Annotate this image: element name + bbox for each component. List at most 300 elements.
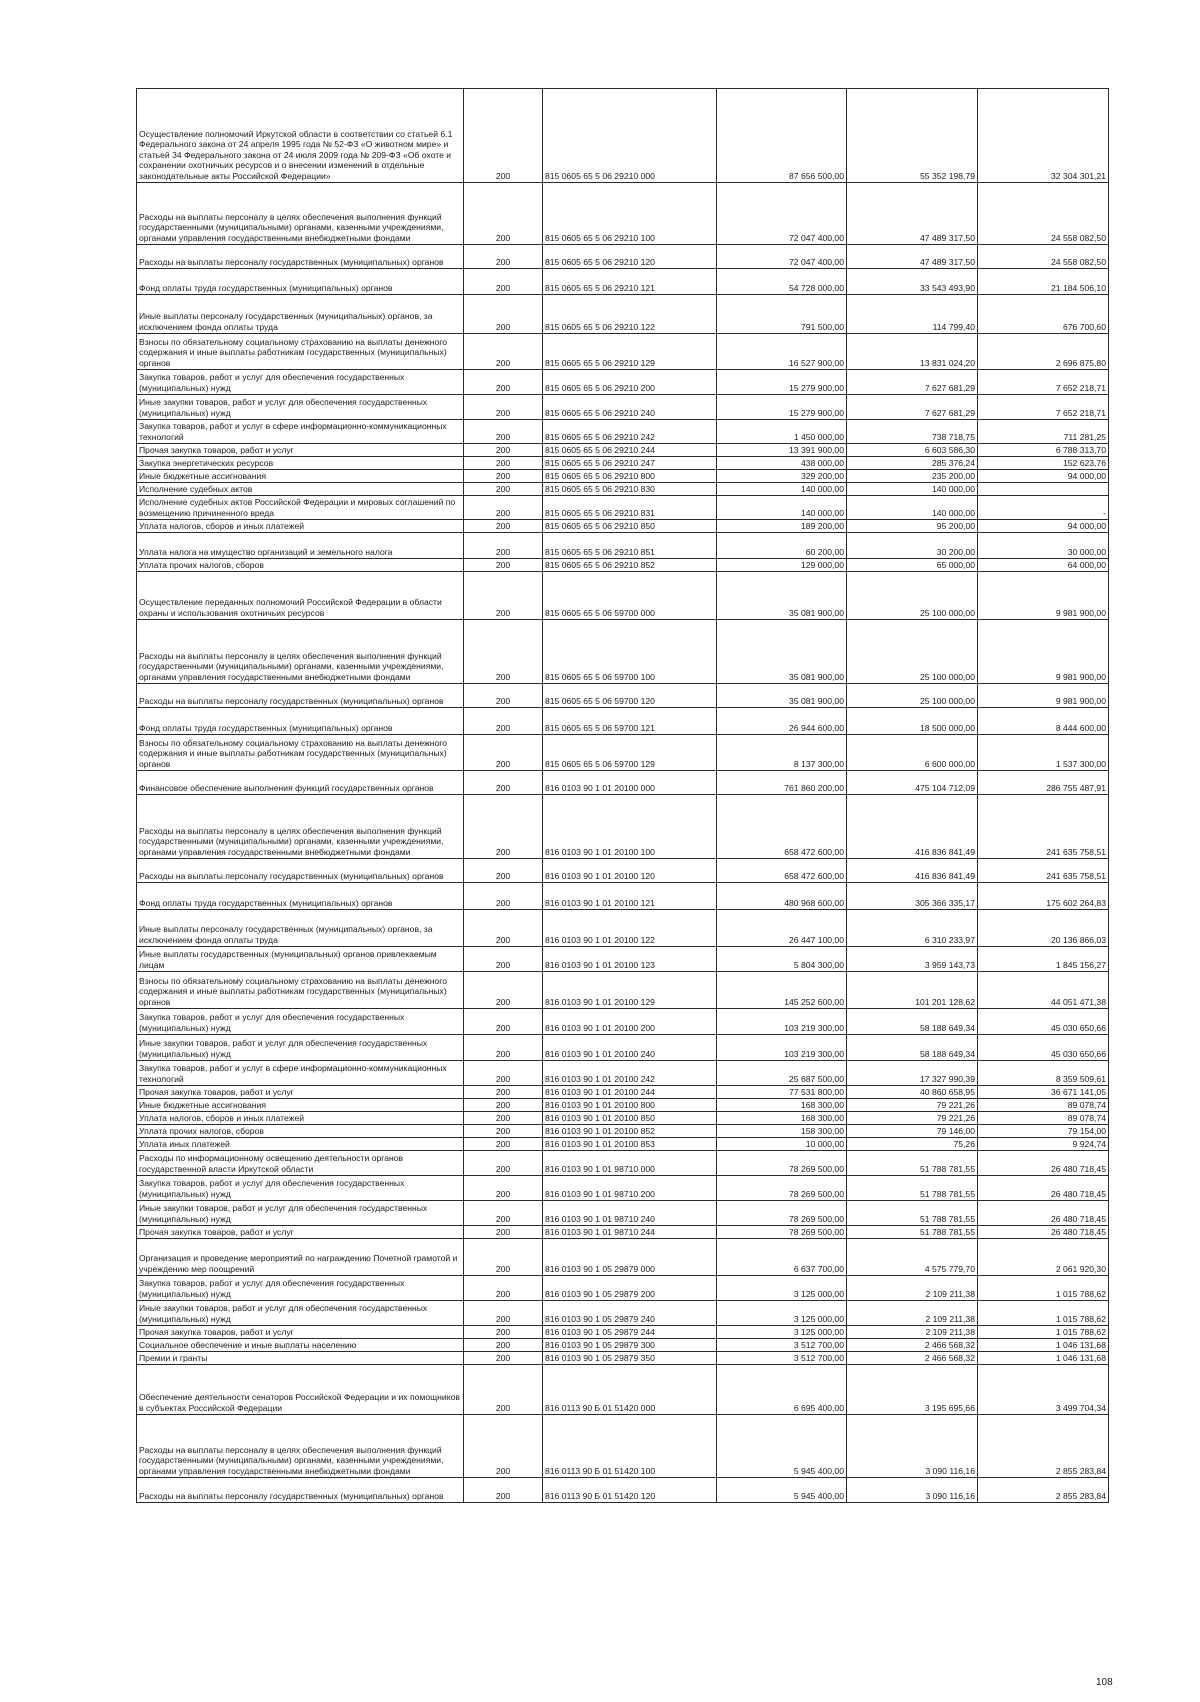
row-approved: 5 804 300,00 (717, 947, 847, 972)
row-unexecuted: 676 700,60 (978, 295, 1109, 334)
row-kbk: 816 0103 90 1 05 29879 240 (543, 1301, 717, 1326)
row-unexecuted: 711 281,25 (978, 420, 1109, 444)
row-approved: 3 125 000,00 (717, 1276, 847, 1301)
row-approved: 26 944 600,00 (717, 708, 847, 735)
row-executed: 7 627 681,29 (847, 395, 978, 420)
row-kbk: 815 0605 65 5 06 29210 850 (543, 520, 717, 533)
row-approved: 189 200,00 (717, 520, 847, 533)
row-executed: 18 500 000,00 (847, 708, 978, 735)
row-approved: 35 081 900,00 (717, 620, 847, 684)
row-code: 200 (464, 1112, 543, 1125)
row-code: 200 (464, 457, 543, 470)
row-code: 200 (464, 735, 543, 771)
row-approved: 72 047 400,00 (717, 183, 847, 245)
row-code: 200 (464, 334, 543, 370)
row-name: Расходы на выплаты персоналу государственных (муниципальных) органов (137, 859, 464, 883)
row-name: Закупка товаров, работ и услуг для обеспечения государственных (муниципальных) нужд (137, 1276, 464, 1301)
row-name: Иные закупки товаров, работ и услуг для обеспечения государственных (муниципальных) нужд (137, 395, 464, 420)
row-code: 200 (464, 1176, 543, 1201)
row-kbk: 815 0605 65 5 06 29210 200 (543, 370, 717, 395)
row-kbk: 816 0113 90 Б 01 51420 000 (543, 1365, 717, 1415)
row-name: Иные бюджетные ассигнования (137, 1099, 464, 1112)
row-name: Уплата налогов, сборов и иных платежей (137, 1112, 464, 1125)
table-row (137, 444, 1109, 457)
row-code: 200 (464, 972, 543, 1009)
row-approved: 145 252 600,00 (717, 972, 847, 1009)
row-name: Закупка товаров, работ и услуг для обеспечения государственных (муниципальных) нужд (137, 1009, 464, 1035)
row-approved: 791 500,00 (717, 295, 847, 334)
row-executed: 285 376,24 (847, 457, 978, 470)
row-name: Фонд оплаты труда государственных (муниципальных) органов (137, 883, 464, 910)
table-row (137, 972, 1109, 1009)
row-kbk: 816 0103 90 1 01 20100 850 (543, 1112, 717, 1125)
row-approved: 658 472 600,00 (717, 859, 847, 883)
row-approved: 658 472 600,00 (717, 795, 847, 859)
row-unexecuted: 44 051 471,38 (978, 972, 1109, 1009)
row-code: 200 (464, 620, 543, 684)
row-code: 200 (464, 269, 543, 295)
row-unexecuted: 32 304 301,21 (978, 89, 1109, 183)
row-kbk: 815 0605 65 5 06 59700 129 (543, 735, 717, 771)
row-kbk: 816 0103 90 1 05 29879 244 (543, 1326, 717, 1339)
row-kbk: 816 0103 90 1 05 29879 350 (543, 1352, 717, 1365)
row-code: 200 (464, 1151, 543, 1176)
row-approved: 78 269 500,00 (717, 1176, 847, 1201)
row-kbk: 815 0605 65 5 06 29210 240 (543, 395, 717, 420)
row-unexecuted: 8 444 600,00 (978, 708, 1109, 735)
row-unexecuted: 64 000,00 (978, 559, 1109, 572)
row-approved: 761 860 200,00 (717, 771, 847, 795)
row-executed: 13 831 024,20 (847, 334, 978, 370)
row-approved: 168 300,00 (717, 1099, 847, 1112)
row-unexecuted: 1 015 788,62 (978, 1301, 1109, 1326)
row-approved: 78 269 500,00 (717, 1151, 847, 1176)
row-kbk: 815 0605 65 5 06 59700 121 (543, 708, 717, 735)
row-approved: 87 656 500,00 (717, 89, 847, 183)
table-row (137, 457, 1109, 470)
table-row (137, 470, 1109, 483)
table-row (137, 1415, 1109, 1478)
row-code: 200 (464, 420, 543, 444)
row-code: 200 (464, 1326, 543, 1339)
row-unexecuted: 7 652 218,71 (978, 395, 1109, 420)
row-unexecuted: 1 015 788,62 (978, 1326, 1109, 1339)
row-name: Взносы по обязательному социальному страхованию на выплаты денежного содержания и иные выплаты работникам государственных (муниципальных) органов (137, 972, 464, 1009)
row-unexecuted: 241 635 758,51 (978, 795, 1109, 859)
row-unexecuted: 26 480 718,45 (978, 1226, 1109, 1239)
table-row (137, 735, 1109, 771)
row-kbk: 815 0605 65 5 06 29210 120 (543, 245, 717, 269)
row-code: 200 (464, 1478, 543, 1503)
row-name: Обеспечение деятельности сенаторов Российской Федерации и их помощников в субъектах Российской Федерации (137, 1365, 464, 1415)
table-row (137, 1478, 1109, 1503)
row-executed: 75,26 (847, 1138, 978, 1151)
row-approved: 438 000,00 (717, 457, 847, 470)
row-code: 200 (464, 910, 543, 947)
row-kbk: 816 0103 90 1 01 20100 200 (543, 1009, 717, 1035)
row-kbk: 816 0103 90 1 01 98710 000 (543, 1151, 717, 1176)
row-unexecuted: 286 755 487,91 (978, 771, 1109, 795)
row-executed: 3 090 116,16 (847, 1415, 978, 1478)
row-code: 200 (464, 1352, 543, 1365)
row-approved: 54 728 000,00 (717, 269, 847, 295)
row-approved: 13 391 900,00 (717, 444, 847, 457)
row-name: Иные закупки товаров, работ и услуг для обеспечения государственных (муниципальных) нужд (137, 1201, 464, 1226)
row-kbk: 816 0103 90 1 01 20100 129 (543, 972, 717, 1009)
table-row (137, 420, 1109, 444)
row-executed: 79 146,00 (847, 1125, 978, 1138)
row-approved: 329 200,00 (717, 470, 847, 483)
row-unexecuted: 2 855 283,84 (978, 1478, 1109, 1503)
row-approved: 3 125 000,00 (717, 1301, 847, 1326)
row-name: Премии и гранты (137, 1352, 464, 1365)
row-name: Уплата иных платежей (137, 1138, 464, 1151)
row-executed: 4 575 779,70 (847, 1239, 978, 1276)
row-approved: 78 269 500,00 (717, 1201, 847, 1226)
row-name: Иные выплаты персоналу государственных (муниципальных) органов, за исключением фонда оплаты труда (137, 910, 464, 947)
row-name: Взносы по обязательному социальному страхованию на выплаты денежного содержания и иные выплаты работникам государственных (муниципальных) органов (137, 334, 464, 370)
row-code: 200 (464, 708, 543, 735)
table-row (137, 1365, 1109, 1415)
row-unexecuted: 89 078,74 (978, 1099, 1109, 1112)
row-unexecuted: 175 602 264,83 (978, 883, 1109, 910)
table-row (137, 533, 1109, 559)
row-approved: 77 531 800,00 (717, 1086, 847, 1099)
row-name: Расходы на выплаты персоналу в целях обеспечения выполнения функций государственными (муниципальными) органами, казенными учреждениями, органами управления государственными внебюджетными фондами (137, 1415, 464, 1478)
row-executed: 2 109 211,38 (847, 1276, 978, 1301)
table-row (137, 1326, 1109, 1339)
row-name: Расходы на выплаты персоналу в целях обеспечения выполнения функций государственными (муниципальными) органами, казенными учреждениями, органами управления государственными внебюджетными фондами (137, 183, 464, 245)
row-executed: 47 489 317,50 (847, 183, 978, 245)
row-code: 200 (464, 1086, 543, 1099)
row-code: 200 (464, 1365, 543, 1415)
row-unexecuted: 152 623,76 (978, 457, 1109, 470)
row-name: Прочая закупка товаров, работ и услуг (137, 444, 464, 457)
row-executed: 3 959 143,73 (847, 947, 978, 972)
row-name: Иные бюджетные ассигнования (137, 470, 464, 483)
row-kbk: 816 0103 90 1 01 20100 100 (543, 795, 717, 859)
row-approved: 480 968 600,00 (717, 883, 847, 910)
table-row (137, 89, 1109, 183)
row-executed: 738 718,75 (847, 420, 978, 444)
table-row (137, 859, 1109, 883)
table-row (137, 334, 1109, 370)
row-code: 200 (464, 883, 543, 910)
row-code: 200 (464, 1201, 543, 1226)
row-executed: 51 788 781,55 (847, 1151, 978, 1176)
row-executed: 2 466 568,32 (847, 1352, 978, 1365)
row-executed: 6 603 586,30 (847, 444, 978, 457)
row-executed: 55 352 198,79 (847, 89, 978, 183)
row-unexecuted: 94 000,00 (978, 520, 1109, 533)
row-kbk: 815 0605 65 5 06 59700 120 (543, 684, 717, 708)
row-name: Расходы по информационному освещению деятельности органов государственной власти Иркутской области (137, 1151, 464, 1176)
row-approved: 158 300,00 (717, 1125, 847, 1138)
table-row (137, 183, 1109, 245)
row-kbk: 816 0103 90 1 05 29879 000 (543, 1239, 717, 1276)
row-kbk: 815 0605 65 5 06 29210 830 (543, 483, 717, 496)
row-approved: 72 047 400,00 (717, 245, 847, 269)
table-row (137, 883, 1109, 910)
row-approved: 6 695 400,00 (717, 1365, 847, 1415)
table-row (137, 1239, 1109, 1276)
row-approved: 140 000,00 (717, 483, 847, 496)
table-row (137, 1176, 1109, 1201)
row-code: 200 (464, 295, 543, 334)
row-approved: 16 527 900,00 (717, 334, 847, 370)
row-code: 200 (464, 444, 543, 457)
row-code: 200 (464, 1061, 543, 1086)
table-row (137, 1201, 1109, 1226)
row-unexecuted: 45 030 650,66 (978, 1035, 1109, 1061)
row-code: 200 (464, 1009, 543, 1035)
row-executed: 2 109 211,38 (847, 1326, 978, 1339)
row-unexecuted: 9 924,74 (978, 1138, 1109, 1151)
row-unexecuted: 6 788 313,70 (978, 444, 1109, 457)
row-code: 200 (464, 771, 543, 795)
row-approved: 1 450 000,00 (717, 420, 847, 444)
row-name: Организация и проведение мероприятий по награждению Почетной грамотой и учреждению мер поощрений (137, 1239, 464, 1276)
table-row (137, 910, 1109, 947)
table-row (137, 1301, 1109, 1326)
row-approved: 26 447 100,00 (717, 910, 847, 947)
row-kbk: 816 0103 90 1 01 20100 853 (543, 1138, 717, 1151)
row-kbk: 816 0103 90 1 01 20100 120 (543, 859, 717, 883)
table-row (137, 684, 1109, 708)
row-unexecuted: 9 981 900,00 (978, 620, 1109, 684)
row-approved: 35 081 900,00 (717, 572, 847, 620)
row-kbk: 815 0605 65 5 06 59700 000 (543, 572, 717, 620)
row-name: Уплата прочих налогов, сборов (137, 1125, 464, 1138)
row-name: Осуществление переданных полномочий Российской Федерации в области охраны и использования охотничьих ресурсов (137, 572, 464, 620)
row-name: Уплата налогов, сборов и иных платежей (137, 520, 464, 533)
row-code: 200 (464, 559, 543, 572)
table-row (137, 1009, 1109, 1035)
row-code: 200 (464, 1339, 543, 1352)
row-code: 200 (464, 1138, 543, 1151)
row-executed: 17 327 990,39 (847, 1061, 978, 1086)
budget-execution-table (136, 88, 1109, 1503)
row-kbk: 816 0113 90 Б 01 51420 100 (543, 1415, 717, 1478)
row-approved: 3 512 700,00 (717, 1352, 847, 1365)
row-unexecuted: 24 558 082,50 (978, 245, 1109, 269)
row-kbk: 816 0103 90 1 01 98710 244 (543, 1226, 717, 1239)
row-unexecuted: 89 078,74 (978, 1112, 1109, 1125)
row-name: Расходы на выплаты персоналу в целях обеспечения выполнения функций государственными (муниципальными) органами, казенными учреждениями, органами управления государственными внебюджетными фондами (137, 620, 464, 684)
row-approved: 5 945 400,00 (717, 1415, 847, 1478)
row-code: 200 (464, 1035, 543, 1061)
row-executed: 25 100 000,00 (847, 620, 978, 684)
row-unexecuted: 45 030 650,66 (978, 1009, 1109, 1035)
row-unexecuted: 8 359 509,61 (978, 1061, 1109, 1086)
row-name: Закупка товаров, работ и услуг в сфере информационно-коммуникационных технологий (137, 420, 464, 444)
row-name: Финансовое обеспечение выполнения функций государственных органов (137, 771, 464, 795)
row-executed: 475 104 712,09 (847, 771, 978, 795)
page-number: 108 (1096, 1677, 1113, 1688)
row-executed: 58 188 649,34 (847, 1035, 978, 1061)
table-row (137, 559, 1109, 572)
row-approved: 5 945 400,00 (717, 1478, 847, 1503)
row-approved: 35 081 900,00 (717, 684, 847, 708)
row-executed: 6 310 233,97 (847, 910, 978, 947)
row-kbk: 815 0605 65 5 06 59700 100 (543, 620, 717, 684)
row-name: Фонд оплаты труда государственных (муниципальных) органов (137, 269, 464, 295)
row-kbk: 815 0605 65 5 06 29210 800 (543, 470, 717, 483)
table-row (137, 620, 1109, 684)
row-executed: 25 100 000,00 (847, 572, 978, 620)
row-executed: 7 627 681,29 (847, 370, 978, 395)
row-kbk: 816 0103 90 1 01 20100 244 (543, 1086, 717, 1099)
row-executed: 51 788 781,55 (847, 1176, 978, 1201)
row-executed: 79 221,26 (847, 1099, 978, 1112)
row-name: Исполнение судебных актов (137, 483, 464, 496)
row-kbk: 816 0103 90 1 01 20100 242 (543, 1061, 717, 1086)
row-unexecuted: 36 671 141,05 (978, 1086, 1109, 1099)
row-code: 200 (464, 684, 543, 708)
table-row (137, 1138, 1109, 1151)
row-approved: 25 687 500,00 (717, 1061, 847, 1086)
row-executed: 40 860 658,95 (847, 1086, 978, 1099)
row-kbk: 815 0605 65 5 06 29210 122 (543, 295, 717, 334)
table-row (137, 1226, 1109, 1239)
row-kbk: 815 0605 65 5 06 29210 247 (543, 457, 717, 470)
row-unexecuted (978, 483, 1109, 496)
row-approved: 3 512 700,00 (717, 1339, 847, 1352)
row-kbk: 815 0605 65 5 06 29210 000 (543, 89, 717, 183)
row-kbk: 815 0605 65 5 06 29210 831 (543, 496, 717, 520)
row-unexecuted: 94 000,00 (978, 470, 1109, 483)
row-unexecuted: 1 046 131,68 (978, 1352, 1109, 1365)
row-executed: 114 799,40 (847, 295, 978, 334)
row-approved: 6 637 700,00 (717, 1239, 847, 1276)
table-row (137, 1112, 1109, 1125)
row-approved: 140 000,00 (717, 496, 847, 520)
table-row (137, 1151, 1109, 1176)
row-unexecuted: 2 696 875,80 (978, 334, 1109, 370)
row-name: Фонд оплаты труда государственных (муниципальных) органов (137, 708, 464, 735)
row-kbk: 815 0605 65 5 06 29210 852 (543, 559, 717, 572)
budget-sheet (136, 88, 1104, 1503)
row-executed: 65 000,00 (847, 559, 978, 572)
row-executed: 51 788 781,55 (847, 1226, 978, 1239)
row-kbk: 815 0605 65 5 06 29210 121 (543, 269, 717, 295)
table-row (137, 708, 1109, 735)
row-code: 200 (464, 483, 543, 496)
row-approved: 15 279 900,00 (717, 395, 847, 420)
row-approved: 8 137 300,00 (717, 735, 847, 771)
row-kbk: 815 0605 65 5 06 29210 100 (543, 183, 717, 245)
row-name: Иные выплаты государственных (муниципальных) органов привлекаемым лицам (137, 947, 464, 972)
row-kbk: 815 0605 65 5 06 29210 244 (543, 444, 717, 457)
row-name: Прочая закупка товаров, работ и услуг (137, 1086, 464, 1099)
table-body (137, 89, 1109, 1503)
table-row (137, 1086, 1109, 1099)
row-unexecuted: 20 136 866,03 (978, 910, 1109, 947)
table-row (137, 520, 1109, 533)
table-row (137, 947, 1109, 972)
row-unexecuted: 24 558 082,50 (978, 183, 1109, 245)
row-code: 200 (464, 1415, 543, 1478)
row-code: 200 (464, 245, 543, 269)
row-approved: 3 125 000,00 (717, 1326, 847, 1339)
row-unexecuted: 9 981 900,00 (978, 572, 1109, 620)
row-code: 200 (464, 859, 543, 883)
row-unexecuted: 1 046 131,68 (978, 1339, 1109, 1352)
row-approved: 15 279 900,00 (717, 370, 847, 395)
row-name: Социальное обеспечение и иные выплаты населению (137, 1339, 464, 1352)
row-code: 200 (464, 520, 543, 533)
row-kbk: 816 0103 90 1 01 20100 240 (543, 1035, 717, 1061)
row-kbk: 816 0103 90 1 01 98710 200 (543, 1176, 717, 1201)
row-kbk: 815 0605 65 5 06 29210 851 (543, 533, 717, 559)
row-executed: 416 836 841,49 (847, 859, 978, 883)
row-executed: 58 188 649,34 (847, 1009, 978, 1035)
row-unexecuted: 30 000,00 (978, 533, 1109, 559)
row-approved: 129 000,00 (717, 559, 847, 572)
table-row (137, 269, 1109, 295)
row-code: 200 (464, 1239, 543, 1276)
row-name: Расходы на выплаты персоналу государственных (муниципальных) органов (137, 684, 464, 708)
row-unexecuted: 9 981 900,00 (978, 684, 1109, 708)
row-code: 200 (464, 370, 543, 395)
row-kbk: 815 0605 65 5 06 29210 242 (543, 420, 717, 444)
table-row (137, 572, 1109, 620)
row-code: 200 (464, 1276, 543, 1301)
row-name: Прочая закупка товаров, работ и услуг (137, 1326, 464, 1339)
table-row (137, 1339, 1109, 1352)
row-unexecuted: 26 480 718,45 (978, 1151, 1109, 1176)
row-unexecuted: 1 845 156,27 (978, 947, 1109, 972)
row-unexecuted: 241 635 758,51 (978, 859, 1109, 883)
row-unexecuted: 26 480 718,45 (978, 1201, 1109, 1226)
row-approved: 78 269 500,00 (717, 1226, 847, 1239)
table-row (137, 370, 1109, 395)
row-name: Осуществление полномочий Иркутской области в соответствии со статьей 6.1 Федерального закона от 24 апреля 1995 года № 52-ФЗ «О животном мире» и статьей 34 Федерального закона от 24 июля 2009 года № 209-ФЗ «Об охоте и сохранении охотничьих ресурсов и о внесении изменений в отдельные законодательные акты Российской Федерации» (137, 89, 464, 183)
row-code: 200 (464, 572, 543, 620)
row-code: 200 (464, 183, 543, 245)
row-executed: 95 200,00 (847, 520, 978, 533)
row-unexecuted: 2 855 283,84 (978, 1415, 1109, 1478)
row-executed: 30 200,00 (847, 533, 978, 559)
row-executed: 140 000,00 (847, 496, 978, 520)
row-approved: 103 219 300,00 (717, 1035, 847, 1061)
row-kbk: 816 0103 90 1 01 20100 852 (543, 1125, 717, 1138)
row-approved: 10 000,00 (717, 1138, 847, 1151)
row-approved: 60 200,00 (717, 533, 847, 559)
row-executed: 2 466 568,32 (847, 1339, 978, 1352)
row-executed: 33 543 493,90 (847, 269, 978, 295)
row-kbk: 816 0103 90 1 01 98710 240 (543, 1201, 717, 1226)
row-name: Расходы на выплаты персоналу государственных (муниципальных) органов (137, 245, 464, 269)
row-name: Закупка товаров, работ и услуг в сфере информационно-коммуникационных технологий (137, 1061, 464, 1086)
row-unexecuted: 26 480 718,45 (978, 1176, 1109, 1201)
table-row (137, 483, 1109, 496)
table-row (137, 295, 1109, 334)
row-name: Иные закупки товаров, работ и услуг для обеспечения государственных (муниципальных) нужд (137, 1301, 464, 1326)
row-executed: 3 090 116,16 (847, 1478, 978, 1503)
row-name: Иные выплаты персоналу государственных (муниципальных) органов, за исключением фонда оплаты труда (137, 295, 464, 334)
table-row (137, 395, 1109, 420)
row-executed: 235 200,00 (847, 470, 978, 483)
table-row (137, 1276, 1109, 1301)
row-approved: 103 219 300,00 (717, 1009, 847, 1035)
row-executed: 6 600 000,00 (847, 735, 978, 771)
row-unexecuted: 2 061 920,30 (978, 1239, 1109, 1276)
row-executed: 47 489 317,50 (847, 245, 978, 269)
row-unexecuted: 1 015 788,62 (978, 1276, 1109, 1301)
row-unexecuted: 7 652 218,71 (978, 370, 1109, 395)
row-kbk: 816 0103 90 1 01 20100 123 (543, 947, 717, 972)
